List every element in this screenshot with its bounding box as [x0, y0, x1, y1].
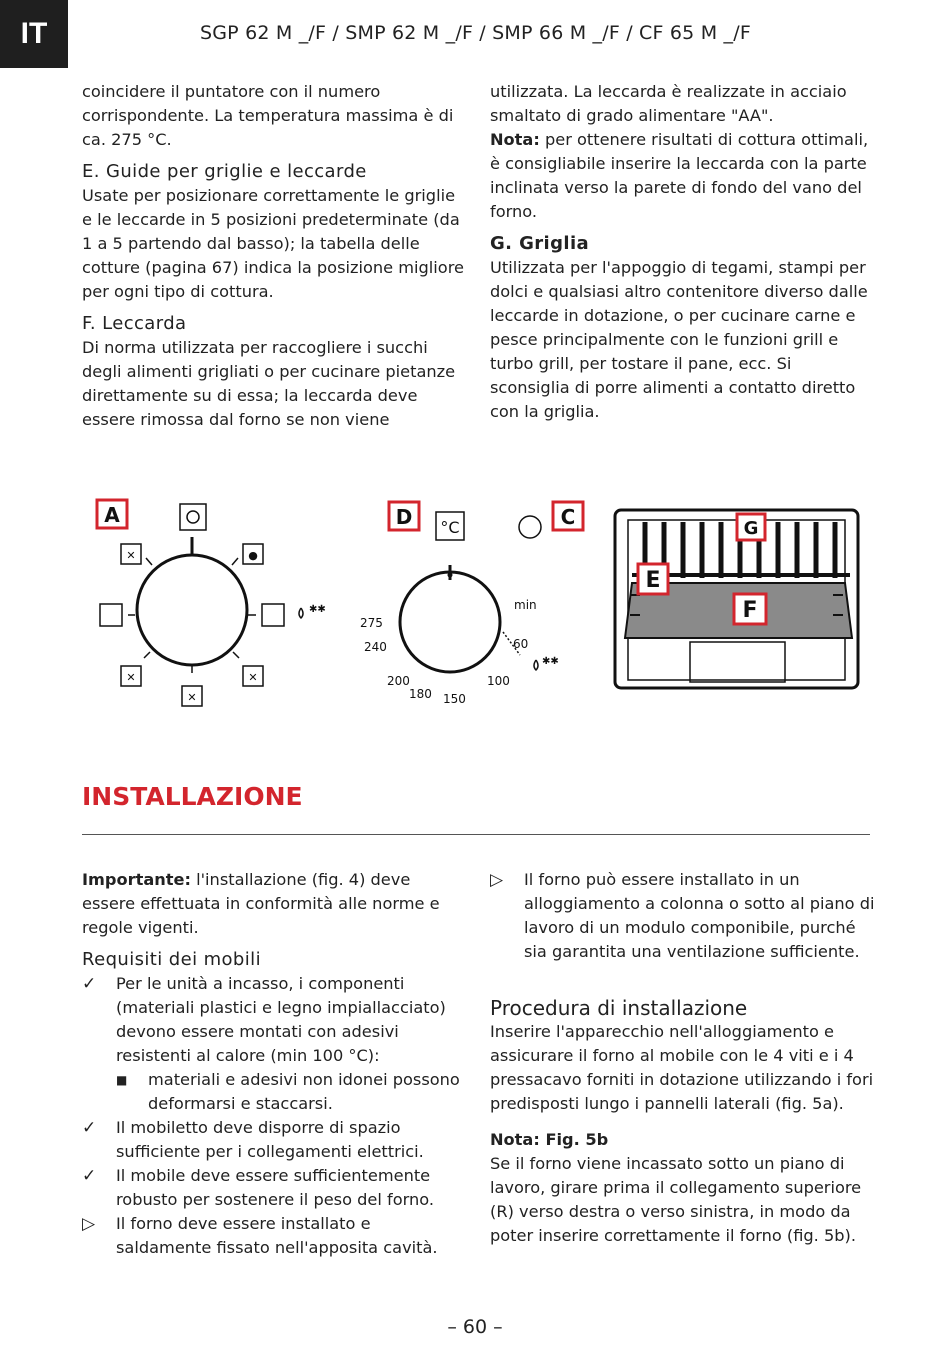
req3-text: Il mobile deve essere sufficientemente robusto per sostenere il peso del forno. [116, 1166, 435, 1209]
col2-item-text: Il forno può essere installato in un alloggiamento a colonna o sotto al piano di lavoro di un modulo componibile, purché sia garantita una ventilazione sufficiente. [524, 870, 875, 961]
temp-100: 100 [487, 674, 510, 688]
importante-label: Importante: [82, 870, 191, 889]
svg-text:✱✱: ✱✱ [542, 656, 559, 667]
label-g: G [743, 518, 759, 539]
page-number: – 60 – [447, 1316, 503, 1338]
heading-requisiti: Requisiti dei mobili [82, 949, 261, 970]
heading-guide: E. Guide per griglie e leccarde [82, 161, 367, 182]
column-right-install [490, 868, 875, 1248]
installation-title: INSTALLAZIONE [82, 782, 303, 811]
paragraph-nota [490, 128, 875, 224]
temp-unit: °C [440, 518, 460, 537]
triangle-icon: ▷ [490, 870, 504, 890]
label-c: C [560, 505, 576, 529]
label-e: E [645, 568, 661, 593]
column-left-install [82, 868, 467, 1260]
req1-sub-text: materiali e adesivi non idonei possono deformarsi e staccarsi. [148, 1070, 460, 1113]
model-header: SGP 62 M _/F / SMP 62 M _/F / SMP 66 M _/F / CF 65 M _/F [200, 22, 751, 44]
section-divider [82, 834, 870, 835]
heading-griglia: G. Griglia [490, 233, 590, 254]
svg-text:✕: ✕ [126, 549, 136, 562]
svg-text:●: ● [248, 549, 258, 562]
sub-list-item [82, 1068, 467, 1116]
label-d: D [395, 505, 413, 529]
oven-controls-figure [0, 480, 950, 720]
temp-275: 275 [360, 616, 383, 630]
column-left-top [82, 80, 467, 432]
temp-60: 60 [513, 637, 529, 651]
svg-text:✕: ✕ [248, 671, 258, 684]
triangle-icon: ▷ [82, 1214, 96, 1234]
language-code: IT [20, 17, 48, 50]
min-label: min [514, 598, 537, 612]
heading-procedura: Procedura di installazione [490, 996, 748, 1020]
req4-text: Il forno deve essere installato e saldamente fissato nell'apposita cavità. [116, 1214, 438, 1257]
svg-text:✱✱: ✱✱ [309, 604, 326, 615]
label-f: F [742, 598, 758, 623]
paragraph-leccarda: Di norma utilizzata per raccogliere i succhi degli alimenti grigliati o per cucinare pietanze direttamente su di essa; la leccarda deve essere rimossa dal forno se non viene [82, 338, 456, 429]
svg-text:✕: ✕ [187, 691, 197, 704]
column-right-top [490, 80, 875, 424]
nota-label: Nota: [490, 130, 540, 149]
paragraph-griglia: Utilizzata per l'appoggio di tegami, stampi per dolci e qualsiasi altro contenitore diverso dalle leccarde in dotazione, o per cucinare carne e pesce principalmente con le funzioni grill e turbo grill, per tostare il pane, ecc. Si sconsiglia di porre alimenti a contatto diretto con la griglia. [490, 258, 868, 421]
list-item [82, 1164, 467, 1212]
list-item [82, 972, 467, 1068]
paragraph-leccarda-cont: utilizzata. La leccarda è realizzate in acciaio smaltato di grado alimentare "AA". [490, 82, 847, 125]
function-knob [100, 504, 326, 706]
check-icon: ✓ [82, 1166, 97, 1186]
paragraph-guide: Usate per posizionare correttamente le griglie e le leccarde in 5 posizioni predeterminate (da 1 a 5 partendo dal basso); la tabella delle cotture (pagina 67) indica la posizione migliore per ogni tipo di cottura. [82, 186, 464, 301]
thermostat-knob [360, 512, 559, 706]
req1-text: Per le unità a incasso, i componenti (materiali plastici e legno impiallacciato) devono essere montati con adesivi resistenti al calore (min 100 °C): [116, 974, 446, 1065]
nota-text: per ottenere risultati di cottura ottimali, è consigliabile inserire la leccarda con la parte inclinata verso la parete di fondo del vano del forno. [490, 130, 869, 221]
indicator-light [519, 516, 541, 538]
temp-240: 240 [364, 640, 387, 654]
list-item [82, 1212, 467, 1260]
heading-leccarda: F. Leccarda [82, 313, 187, 334]
paragraph-intro: coincidere il puntatore con il numero corrispondente. La temperatura massima è di ca. 275 °C. [82, 82, 454, 149]
square-bullet-icon: ■ [116, 1073, 128, 1087]
importante-text: l'installazione (fig. 4) deve essere effettuata in conformità alle norme e regole vigenti. [82, 870, 440, 937]
svg-text:✕: ✕ [126, 671, 136, 684]
check-icon: ✓ [82, 1118, 97, 1138]
language-tab [0, 0, 68, 68]
check-icon: ✓ [82, 974, 97, 994]
nota-fig-heading: Nota: Fig. 5b [490, 1130, 609, 1149]
paragraph-procedura: Inserire l'apparecchio nell'alloggiamento e assicurare il forno al mobile con le 4 viti e i 4 pressacavo forniti in dotazione utilizzando i fori predisposti lungo i pannelli laterali (fig. 5a). [490, 1022, 874, 1113]
paragraph-importante [82, 868, 467, 940]
list-item [490, 868, 875, 964]
list-item [82, 1116, 467, 1164]
temp-180: 180 [409, 687, 432, 701]
temp-150: 150 [443, 692, 466, 706]
req2-text: Il mobiletto deve disporre di spazio sufficiente per i collegamenti elettrici. [116, 1118, 424, 1161]
paragraph-nota-fig: Se il forno viene incassato sotto un piano di lavoro, girare prima il collegamento superiore (R) verso destra o verso sinistra, in modo da poter inserire correttamente il forno (fig. 5b). [490, 1154, 862, 1245]
label-a: A [104, 503, 120, 527]
temp-200: 200 [387, 674, 410, 688]
